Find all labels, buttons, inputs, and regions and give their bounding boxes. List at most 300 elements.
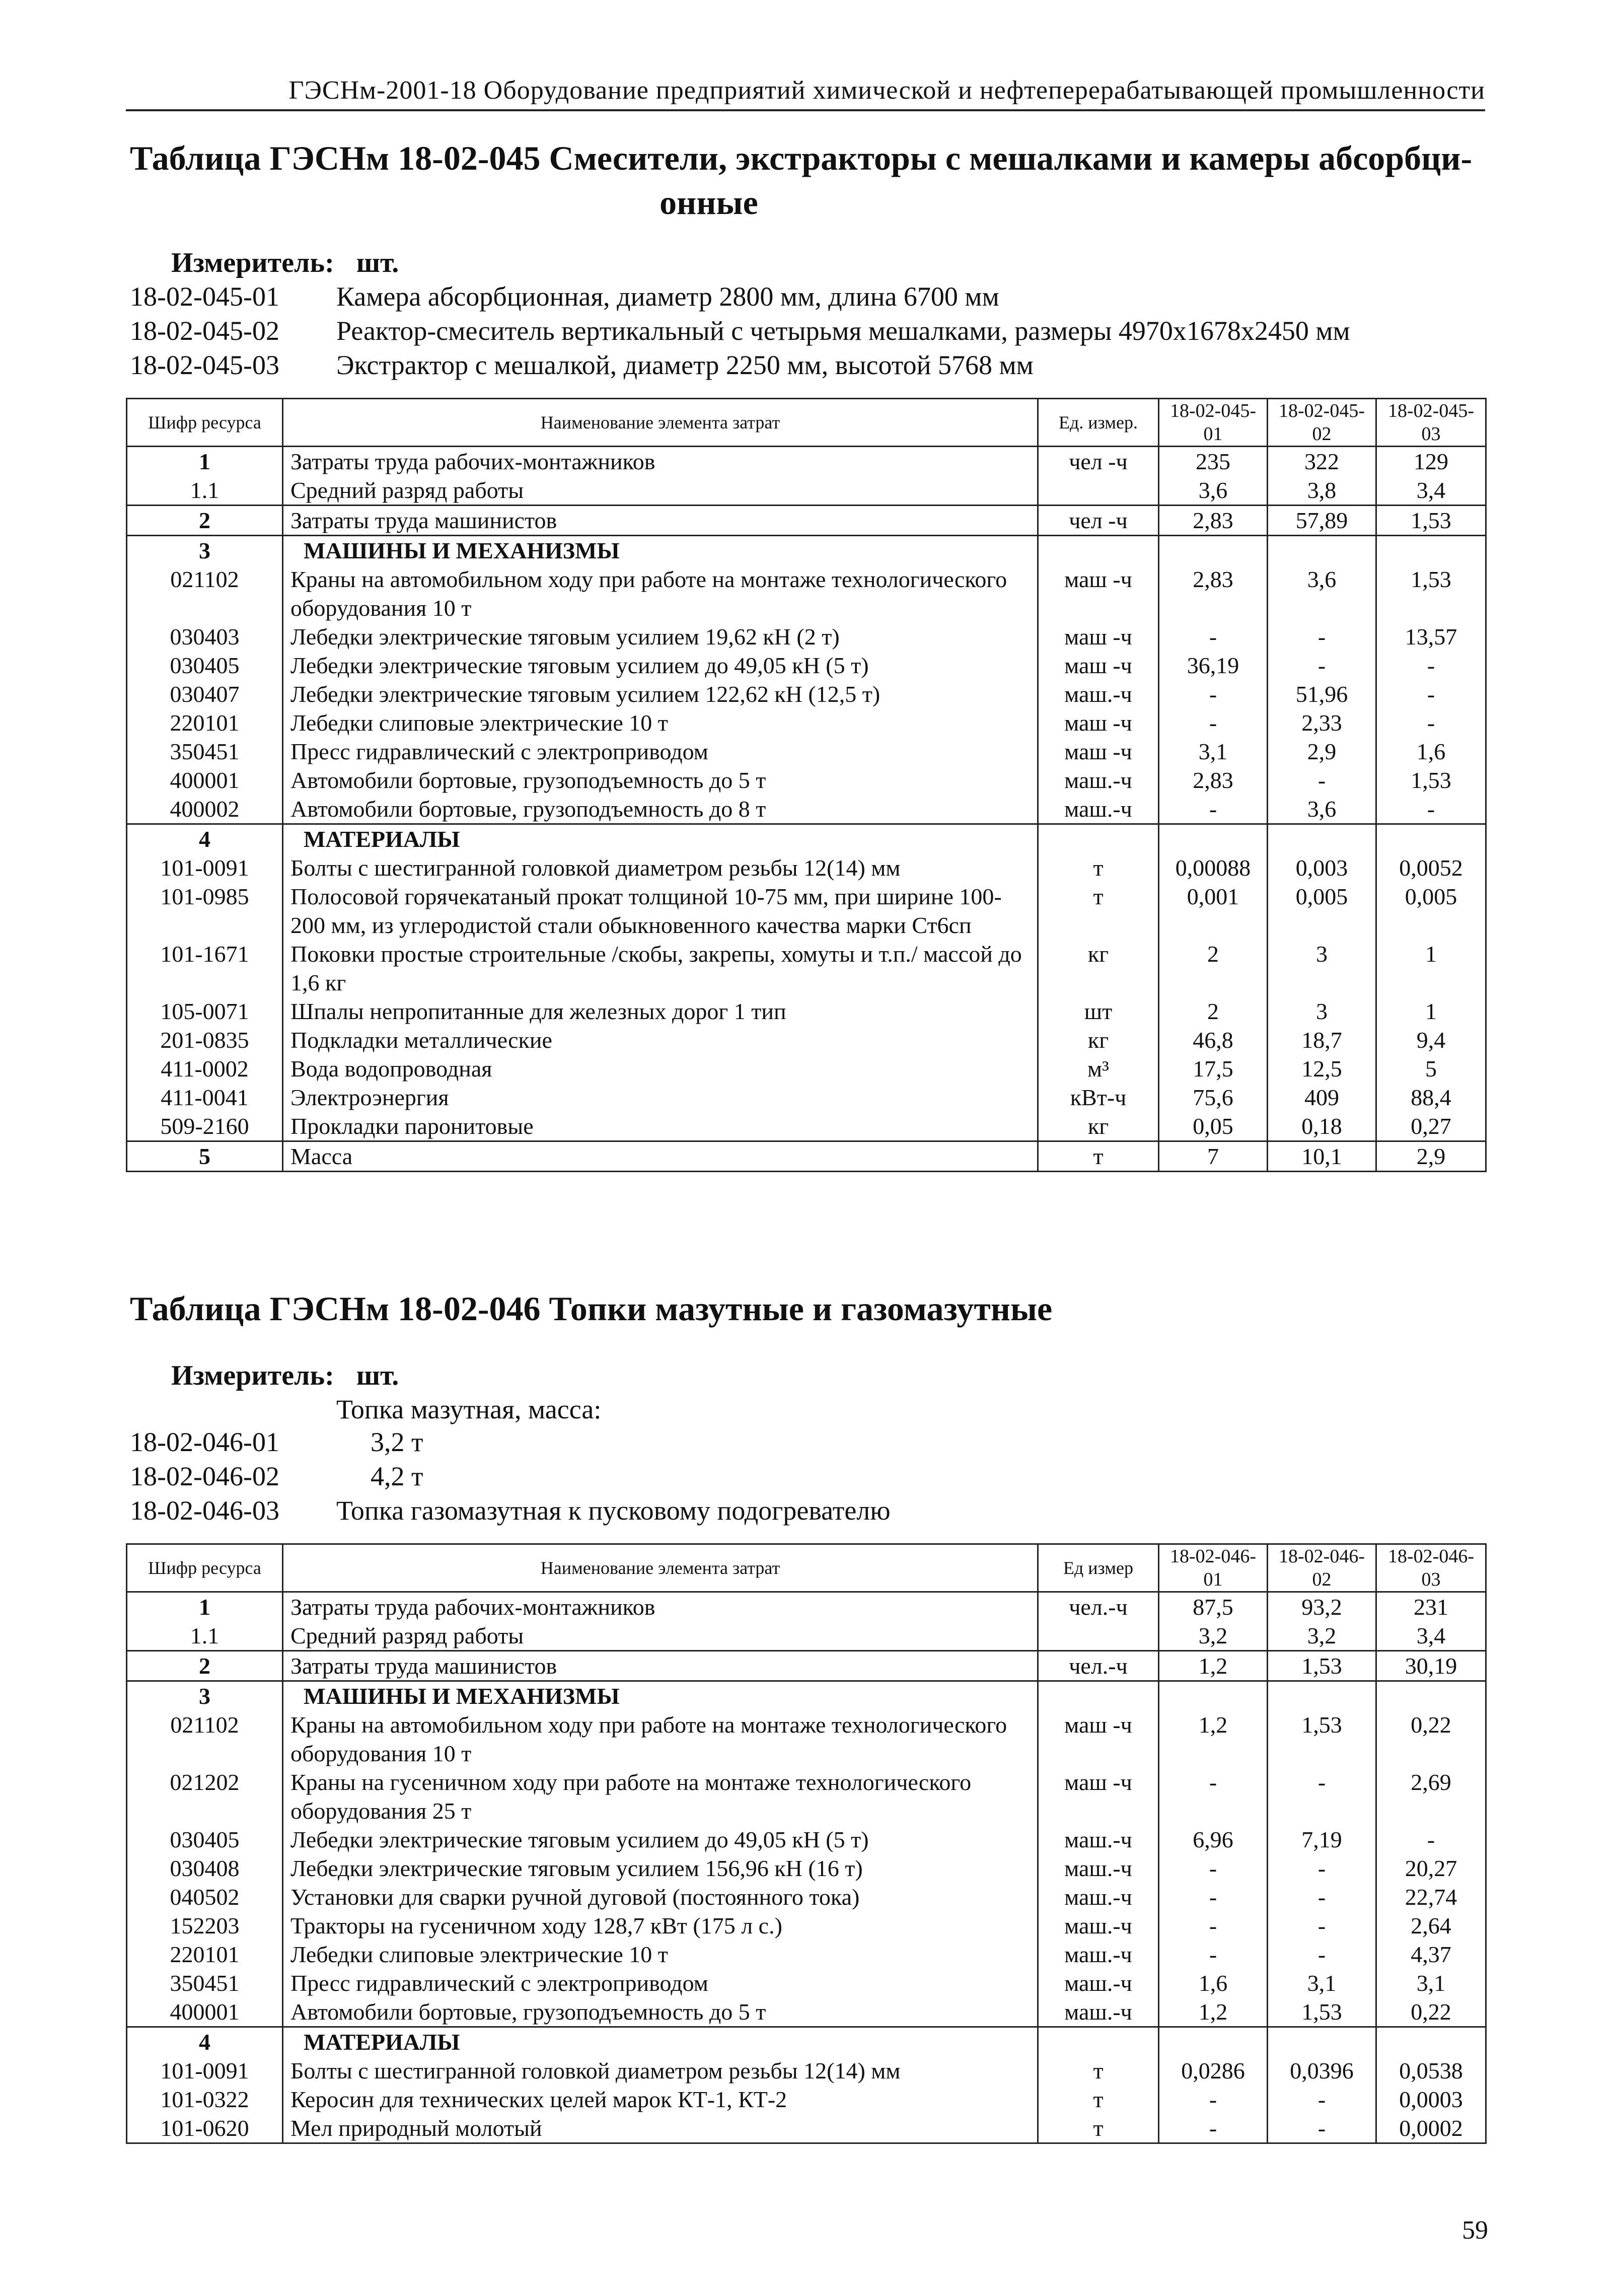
row-value-col2: -	[1268, 1854, 1376, 1883]
row-code: 021202	[127, 1768, 283, 1825]
row-name: МАШИНЫ И МЕХАНИЗМЫ	[283, 536, 1038, 565]
code-list-item	[130, 1493, 891, 1528]
header-code: Шифр ресурса	[127, 1544, 283, 1592]
row-value-col2: 3,6	[1268, 565, 1376, 622]
row-value-col3: 0,0003	[1376, 2085, 1486, 2114]
table-row	[127, 2027, 1486, 2057]
header-code: Шифр ресурса	[127, 399, 283, 447]
row-value-col1: 7	[1159, 1141, 1268, 1172]
row-unit	[1038, 2027, 1159, 2057]
item-description: 4,2 т	[371, 1461, 423, 1491]
header-col2: 18-02-046-02	[1268, 1544, 1376, 1592]
row-unit: чел -ч	[1038, 447, 1159, 476]
table-row	[127, 824, 1486, 854]
table-row	[127, 2114, 1486, 2143]
row-value-col1: -	[1159, 795, 1268, 824]
row-code: 101-0091	[127, 2056, 283, 2085]
row-value-col3: 9,4	[1376, 1026, 1486, 1054]
row-value-col1: 3,6	[1159, 476, 1268, 506]
row-unit: маш -ч	[1038, 737, 1159, 766]
row-value-col2: -	[1268, 651, 1376, 680]
row-name: Болты с шестигранной головкой диаметром резьбы 12(14) мм	[283, 2056, 1038, 2085]
table1-code-list	[130, 279, 1350, 382]
row-name: Затраты труда машинистов	[283, 1651, 1038, 1681]
code-list-item	[130, 279, 1350, 314]
row-value-col1: 87,5	[1159, 1592, 1268, 1622]
row-value-col3: 0,0052	[1376, 853, 1486, 882]
table1-meter	[171, 247, 399, 279]
row-value-col1: -	[1159, 708, 1268, 737]
item-code: 18-02-046-01	[130, 1427, 279, 1457]
row-name: Затраты труда рабочих-монтажников	[283, 447, 1038, 476]
row-value-col1: 75,6	[1159, 1083, 1268, 1112]
meter-value: шт.	[356, 247, 399, 278]
row-value-col1: 0,001	[1159, 882, 1268, 940]
row-code: 4	[127, 2027, 283, 2057]
row-value-col2: 3,1	[1268, 1969, 1376, 1997]
row-value-col1: 0,00088	[1159, 853, 1268, 882]
row-unit: т	[1038, 853, 1159, 882]
table2-title	[130, 1286, 1489, 1331]
table-row	[127, 506, 1486, 536]
row-value-col1: 2,83	[1159, 766, 1268, 795]
row-name: Лебедки электрические тяговым усилием 156,96 кН (16 т)	[283, 1854, 1038, 1883]
row-code: 030403	[127, 622, 283, 651]
row-unit: маш.-ч	[1038, 1997, 1159, 2027]
row-name: МАТЕРИАЛЫ	[283, 2027, 1038, 2057]
row-value-col2: 0,18	[1268, 1112, 1376, 1141]
row-value-col1	[1159, 536, 1268, 565]
row-code: 1	[127, 1592, 283, 1622]
table1-title-line1: Таблица ГЭСНм 18-02-045 Смесители, экстракторы с мешалками и камеры абсорбци-	[130, 139, 1473, 177]
header-col2: 18-02-045-02	[1268, 399, 1376, 447]
row-unit: маш -ч	[1038, 708, 1159, 737]
table-row	[127, 997, 1486, 1026]
row-name: МАТЕРИАЛЫ	[283, 824, 1038, 854]
row-value-col2: 3,6	[1268, 795, 1376, 824]
item-description: Топка газомазутная к пусковому подогревателю	[336, 1495, 891, 1526]
row-value-col1: -	[1159, 1883, 1268, 1911]
row-value-col3: 3,4	[1376, 476, 1486, 506]
row-unit	[1038, 1681, 1159, 1711]
row-value-col2: 51,96	[1268, 680, 1376, 708]
row-value-col2: 1,53	[1268, 1710, 1376, 1768]
row-unit: маш -ч	[1038, 1710, 1159, 1768]
row-name: Тракторы на гусеничном ходу 128,7 кВт (175 л с.)	[283, 1911, 1038, 1940]
row-code: 400001	[127, 1997, 283, 2027]
table-row	[127, 1083, 1486, 1112]
table-row	[127, 1768, 1486, 1825]
row-name: Вода водопроводная	[283, 1054, 1038, 1083]
row-value-col2: 12,5	[1268, 1054, 1376, 1083]
row-name: Лебедки электрические тяговым усилием 19,62 кН (2 т)	[283, 622, 1038, 651]
row-code: 400002	[127, 795, 283, 824]
row-value-col1: 6,96	[1159, 1825, 1268, 1854]
row-code: 021102	[127, 565, 283, 622]
row-value-col2: 0,0396	[1268, 2056, 1376, 2085]
row-unit: т	[1038, 2114, 1159, 2143]
row-code: 3	[127, 536, 283, 565]
row-code: 101-0985	[127, 882, 283, 940]
row-unit: м³	[1038, 1054, 1159, 1083]
row-code: 3	[127, 1681, 283, 1711]
row-name: Средний разряд работы	[283, 1621, 1038, 1651]
row-value-col2: -	[1268, 2114, 1376, 2143]
row-unit: чел.-ч	[1038, 1651, 1159, 1681]
table-row	[127, 853, 1486, 882]
row-code: 201-0835	[127, 1026, 283, 1054]
row-value-col1: -	[1159, 2085, 1268, 2114]
row-code: 040502	[127, 1883, 283, 1911]
item-description: Камера абсорбционная, диаметр 2800 мм, длина 6700 мм	[336, 281, 999, 312]
row-value-col2: 3,2	[1268, 1621, 1376, 1651]
row-value-col3: 1	[1376, 940, 1486, 997]
row-code: 1	[127, 447, 283, 476]
row-name: Болты с шестигранной головкой диаметром резьбы 12(14) мм	[283, 853, 1038, 882]
row-unit: т	[1038, 882, 1159, 940]
row-value-col1: 0,0286	[1159, 2056, 1268, 2085]
row-value-col3: 30,19	[1376, 1651, 1486, 1681]
table2-header-row	[127, 1544, 1486, 1592]
row-value-col3: 4,37	[1376, 1940, 1486, 1969]
row-value-col1: -	[1159, 622, 1268, 651]
row-unit: маш -ч	[1038, 1768, 1159, 1825]
row-name: Пресс гидравлический с электроприводом	[283, 1969, 1038, 1997]
item-code: 18-02-045-01	[130, 281, 279, 312]
row-value-col3: -	[1376, 680, 1486, 708]
code-list-item	[130, 314, 1350, 348]
row-unit: маш.-ч	[1038, 1854, 1159, 1883]
header-col3: 18-02-045-03	[1376, 399, 1486, 447]
row-value-col3: -	[1376, 708, 1486, 737]
row-name: Автомобили бортовые, грузоподъемность до 5 т	[283, 1997, 1038, 2027]
row-value-col3	[1376, 2027, 1486, 2057]
row-name: Масса	[283, 1141, 1038, 1172]
row-value-col3	[1376, 1681, 1486, 1711]
row-code: 5	[127, 1141, 283, 1172]
row-value-col2: -	[1268, 2085, 1376, 2114]
item-code: 18-02-045-03	[130, 350, 279, 380]
row-value-col2: 10,1	[1268, 1141, 1376, 1172]
row-unit: т	[1038, 1141, 1159, 1172]
row-value-col3: 1,53	[1376, 766, 1486, 795]
row-name: Прокладки паронитовые	[283, 1112, 1038, 1141]
row-value-col3: 5	[1376, 1054, 1486, 1083]
row-value-col1	[1159, 824, 1268, 854]
meter-label: Измеритель:	[171, 1360, 334, 1391]
row-value-col3: 231	[1376, 1592, 1486, 1622]
row-unit: чел -ч	[1038, 506, 1159, 536]
row-value-col1: 3,2	[1159, 1621, 1268, 1651]
table-row	[127, 795, 1486, 824]
table1-title	[130, 136, 1489, 225]
row-unit: маш -ч	[1038, 565, 1159, 622]
row-value-col2: 322	[1268, 447, 1376, 476]
row-code: 411-0002	[127, 1054, 283, 1083]
row-unit: кг	[1038, 1112, 1159, 1141]
item-code: 18-02-045-02	[130, 316, 279, 346]
row-value-col3: 22,74	[1376, 1883, 1486, 1911]
row-value-col1: 46,8	[1159, 1026, 1268, 1054]
row-name: МАШИНЫ И МЕХАНИЗМЫ	[283, 1681, 1038, 1711]
row-code: 030407	[127, 680, 283, 708]
table-row	[127, 2056, 1486, 2085]
row-name: Затраты труда машинистов	[283, 506, 1038, 536]
row-name: Автомобили бортовые, грузоподъемность до 8 т	[283, 795, 1038, 824]
row-value-col2: 2,33	[1268, 708, 1376, 737]
row-name: Лебедки электрические тяговым усилием 122,62 кН (12,5 т)	[283, 680, 1038, 708]
row-unit: маш.-ч	[1038, 1883, 1159, 1911]
page-number: 59	[1462, 2216, 1488, 2245]
row-value-col2: 1,53	[1268, 1651, 1376, 1681]
table-row	[127, 447, 1486, 476]
row-name: Мел природный молотый	[283, 2114, 1038, 2143]
table2-code-list	[130, 1425, 891, 1528]
row-name: Краны на автомобильном ходу при работе на монтаже технологического оборудования 10 т	[283, 1710, 1038, 1768]
row-value-col2: -	[1268, 1911, 1376, 1940]
row-value-col1: 2,83	[1159, 565, 1268, 622]
row-unit: маш.-ч	[1038, 766, 1159, 795]
meter-value: шт.	[356, 1360, 399, 1391]
row-name: Автомобили бортовые, грузоподъемность до 5 т	[283, 766, 1038, 795]
row-value-col3: 3,4	[1376, 1621, 1486, 1651]
table-row	[127, 476, 1486, 506]
table-row	[127, 882, 1486, 940]
row-unit: шт	[1038, 997, 1159, 1026]
header-unit: Ед. измер.	[1038, 399, 1159, 447]
table-row	[127, 1710, 1486, 1768]
row-value-col3: 2,64	[1376, 1911, 1486, 1940]
row-code: 509-2160	[127, 1112, 283, 1141]
row-code: 030405	[127, 1825, 283, 1854]
table1-title-line2: онные	[659, 183, 758, 222]
row-value-col1: 2	[1159, 940, 1268, 997]
table2-grid	[126, 1543, 1487, 2144]
table-row	[127, 1681, 1486, 1711]
item-code: 18-02-046-02	[130, 1461, 279, 1491]
item-description: Экстрактор с мешалкой, диаметр 2250 мм, высотой 5768 мм	[336, 350, 1034, 380]
table2-title-line1: Таблица ГЭСНм 18-02-046 Топки мазутные и газомазутные	[130, 1289, 1053, 1328]
row-name: Электроэнергия	[283, 1083, 1038, 1112]
row-value-col3: 3,1	[1376, 1969, 1486, 1997]
row-value-col2: -	[1268, 1940, 1376, 1969]
row-name: Лебедки электрические тяговым усилием до 49,05 кН (5 т)	[283, 651, 1038, 680]
table-row	[127, 2085, 1486, 2114]
row-value-col1: 3,1	[1159, 737, 1268, 766]
row-name: Подкладки металлические	[283, 1026, 1038, 1054]
table-row	[127, 1940, 1486, 1969]
row-unit: маш.-ч	[1038, 1825, 1159, 1854]
meter-label: Измеритель:	[171, 247, 334, 278]
row-code: 101-0322	[127, 2085, 283, 2114]
row-unit: маш.-ч	[1038, 1969, 1159, 1997]
row-value-col1: -	[1159, 1768, 1268, 1825]
row-code: 411-0041	[127, 1083, 283, 1112]
row-unit: кВт-ч	[1038, 1083, 1159, 1112]
row-value-col3: 0,27	[1376, 1112, 1486, 1141]
row-value-col1: 2	[1159, 997, 1268, 1026]
row-code: 350451	[127, 737, 283, 766]
table-row	[127, 565, 1486, 622]
table2-meter	[171, 1359, 399, 1392]
row-name: Краны на гусеничном ходу при работе на монтаже технологического оборудования 25 т	[283, 1768, 1038, 1825]
row-value-col2: 2,9	[1268, 737, 1376, 766]
row-value-col3: 2,69	[1376, 1768, 1486, 1825]
row-value-col3: 129	[1376, 447, 1486, 476]
row-value-col1: -	[1159, 1940, 1268, 1969]
row-value-col2: 1,53	[1268, 1997, 1376, 2027]
table-row	[127, 737, 1486, 766]
row-code: 030405	[127, 651, 283, 680]
header-name: Наименование элемента затрат	[283, 399, 1038, 447]
row-unit: чел.-ч	[1038, 1592, 1159, 1622]
row-code: 1.1	[127, 1621, 283, 1651]
row-code: 152203	[127, 1911, 283, 1940]
row-code: 101-0620	[127, 2114, 283, 2143]
table2-intro: Топка мазутная, масса:	[336, 1394, 602, 1424]
row-value-col2: 18,7	[1268, 1026, 1376, 1054]
table-row	[127, 1969, 1486, 1997]
table-row	[127, 1651, 1486, 1681]
row-code: 2	[127, 1651, 283, 1681]
table-row	[127, 1054, 1486, 1083]
table-row	[127, 1026, 1486, 1054]
table-row	[127, 536, 1486, 565]
row-value-col1: 36,19	[1159, 651, 1268, 680]
row-value-col2: -	[1268, 622, 1376, 651]
row-value-col3: 88,4	[1376, 1083, 1486, 1112]
row-value-col2: 3	[1268, 940, 1376, 997]
row-value-col3: 1,53	[1376, 565, 1486, 622]
row-unit: маш.-ч	[1038, 795, 1159, 824]
row-value-col1: -	[1159, 1911, 1268, 1940]
row-value-col2: 0,005	[1268, 882, 1376, 940]
row-unit: т	[1038, 2085, 1159, 2114]
row-value-col2: 93,2	[1268, 1592, 1376, 1622]
code-list-item	[130, 348, 1350, 382]
running-header: ГЭСНм-2001-18 Оборудование предприятий химической и нефтеперерабатывающей промышленности	[126, 76, 1485, 111]
row-value-col1: -	[1159, 680, 1268, 708]
table-row	[127, 940, 1486, 997]
row-code: 101-1671	[127, 940, 283, 997]
table-row	[127, 708, 1486, 737]
code-list-item	[130, 1425, 891, 1459]
row-code: 400001	[127, 766, 283, 795]
row-name: Средний разряд работы	[283, 476, 1038, 506]
row-unit: кг	[1038, 1026, 1159, 1054]
row-value-col2: 3	[1268, 997, 1376, 1026]
table-row	[127, 766, 1486, 795]
row-name: Установки для сварки ручной дуговой (постоянного тока)	[283, 1883, 1038, 1911]
row-name: Лебедки слиповые электрические 10 т	[283, 708, 1038, 737]
row-value-col1: 2,83	[1159, 506, 1268, 536]
table1-header-row	[127, 399, 1486, 447]
row-value-col3: -	[1376, 795, 1486, 824]
table-row	[127, 1592, 1486, 1622]
row-code: 220101	[127, 708, 283, 737]
row-name: Лебедки электрические тяговым усилием до 49,05 кН (5 т)	[283, 1825, 1038, 1854]
row-unit	[1038, 536, 1159, 565]
header-name: Наименование элемента затрат	[283, 1544, 1038, 1592]
row-value-col1: 17,5	[1159, 1054, 1268, 1083]
row-value-col3: -	[1376, 1825, 1486, 1854]
row-value-col2: 57,89	[1268, 506, 1376, 536]
row-name: Затраты труда рабочих-монтажников	[283, 1592, 1038, 1622]
table-row	[127, 1141, 1486, 1172]
row-value-col2	[1268, 1681, 1376, 1711]
row-code: 2	[127, 506, 283, 536]
table-row	[127, 1112, 1486, 1141]
row-name: Краны на автомобильном ходу при работе на монтаже технологического оборудования 10 т	[283, 565, 1038, 622]
header-unit: Ед измер	[1038, 1544, 1159, 1592]
table-row	[127, 1883, 1486, 1911]
table-row	[127, 1911, 1486, 1940]
row-value-col3: 20,27	[1376, 1854, 1486, 1883]
table-row	[127, 1997, 1486, 2027]
header-col3: 18-02-046-03	[1376, 1544, 1486, 1592]
row-value-col2	[1268, 536, 1376, 565]
row-value-col2	[1268, 2027, 1376, 2057]
row-value-col1: 1,2	[1159, 1710, 1268, 1768]
row-value-col3: 0,005	[1376, 882, 1486, 940]
table-row	[127, 1854, 1486, 1883]
row-value-col1	[1159, 2027, 1268, 2057]
table1-grid	[126, 398, 1487, 1172]
row-name: Керосин для технических целей марок КТ-1, КТ-2	[283, 2085, 1038, 2114]
row-value-col3: 0,0538	[1376, 2056, 1486, 2085]
row-value-col3: 1,53	[1376, 506, 1486, 536]
table-row	[127, 1621, 1486, 1651]
row-value-col1: 1,2	[1159, 1651, 1268, 1681]
header-col1: 18-02-045-01	[1159, 399, 1268, 447]
row-value-col1: 1,6	[1159, 1969, 1268, 1997]
row-value-col3: 2,9	[1376, 1141, 1486, 1172]
row-value-col3: 0,0002	[1376, 2114, 1486, 2143]
row-name: Полосовой горячекатаный прокат толщиной 10-75 мм, при ширине 100-200 мм, из углеродистой стали обыкновенного качества марки Ст6сп	[283, 882, 1038, 940]
row-value-col1: -	[1159, 2114, 1268, 2143]
row-code: 4	[127, 824, 283, 854]
row-code: 101-0091	[127, 853, 283, 882]
row-unit: маш.-ч	[1038, 1940, 1159, 1969]
row-unit: т	[1038, 2056, 1159, 2085]
table-row	[127, 622, 1486, 651]
row-value-col1: 235	[1159, 447, 1268, 476]
row-code: 220101	[127, 1940, 283, 1969]
row-unit	[1038, 476, 1159, 506]
row-value-col2	[1268, 824, 1376, 854]
row-value-col2: -	[1268, 1768, 1376, 1825]
row-value-col3: 0,22	[1376, 1710, 1486, 1768]
row-value-col2: -	[1268, 766, 1376, 795]
row-value-col1: -	[1159, 1854, 1268, 1883]
row-code: 105-0071	[127, 997, 283, 1026]
row-value-col3: 1,6	[1376, 737, 1486, 766]
row-value-col1: 0,05	[1159, 1112, 1268, 1141]
table-row	[127, 1825, 1486, 1854]
row-value-col3: 13,57	[1376, 622, 1486, 651]
row-value-col1	[1159, 1681, 1268, 1711]
row-value-col3: 1	[1376, 997, 1486, 1026]
header-col1: 18-02-046-01	[1159, 1544, 1268, 1592]
row-name: Лебедки слиповые электрические 10 т	[283, 1940, 1038, 1969]
row-value-col2: 0,003	[1268, 853, 1376, 882]
row-value-col3: -	[1376, 651, 1486, 680]
row-name: Шпалы непропитанные для железных дорог 1 тип	[283, 997, 1038, 1026]
row-unit: маш -ч	[1038, 651, 1159, 680]
row-unit	[1038, 1621, 1159, 1651]
row-code: 021102	[127, 1710, 283, 1768]
row-code: 1.1	[127, 476, 283, 506]
